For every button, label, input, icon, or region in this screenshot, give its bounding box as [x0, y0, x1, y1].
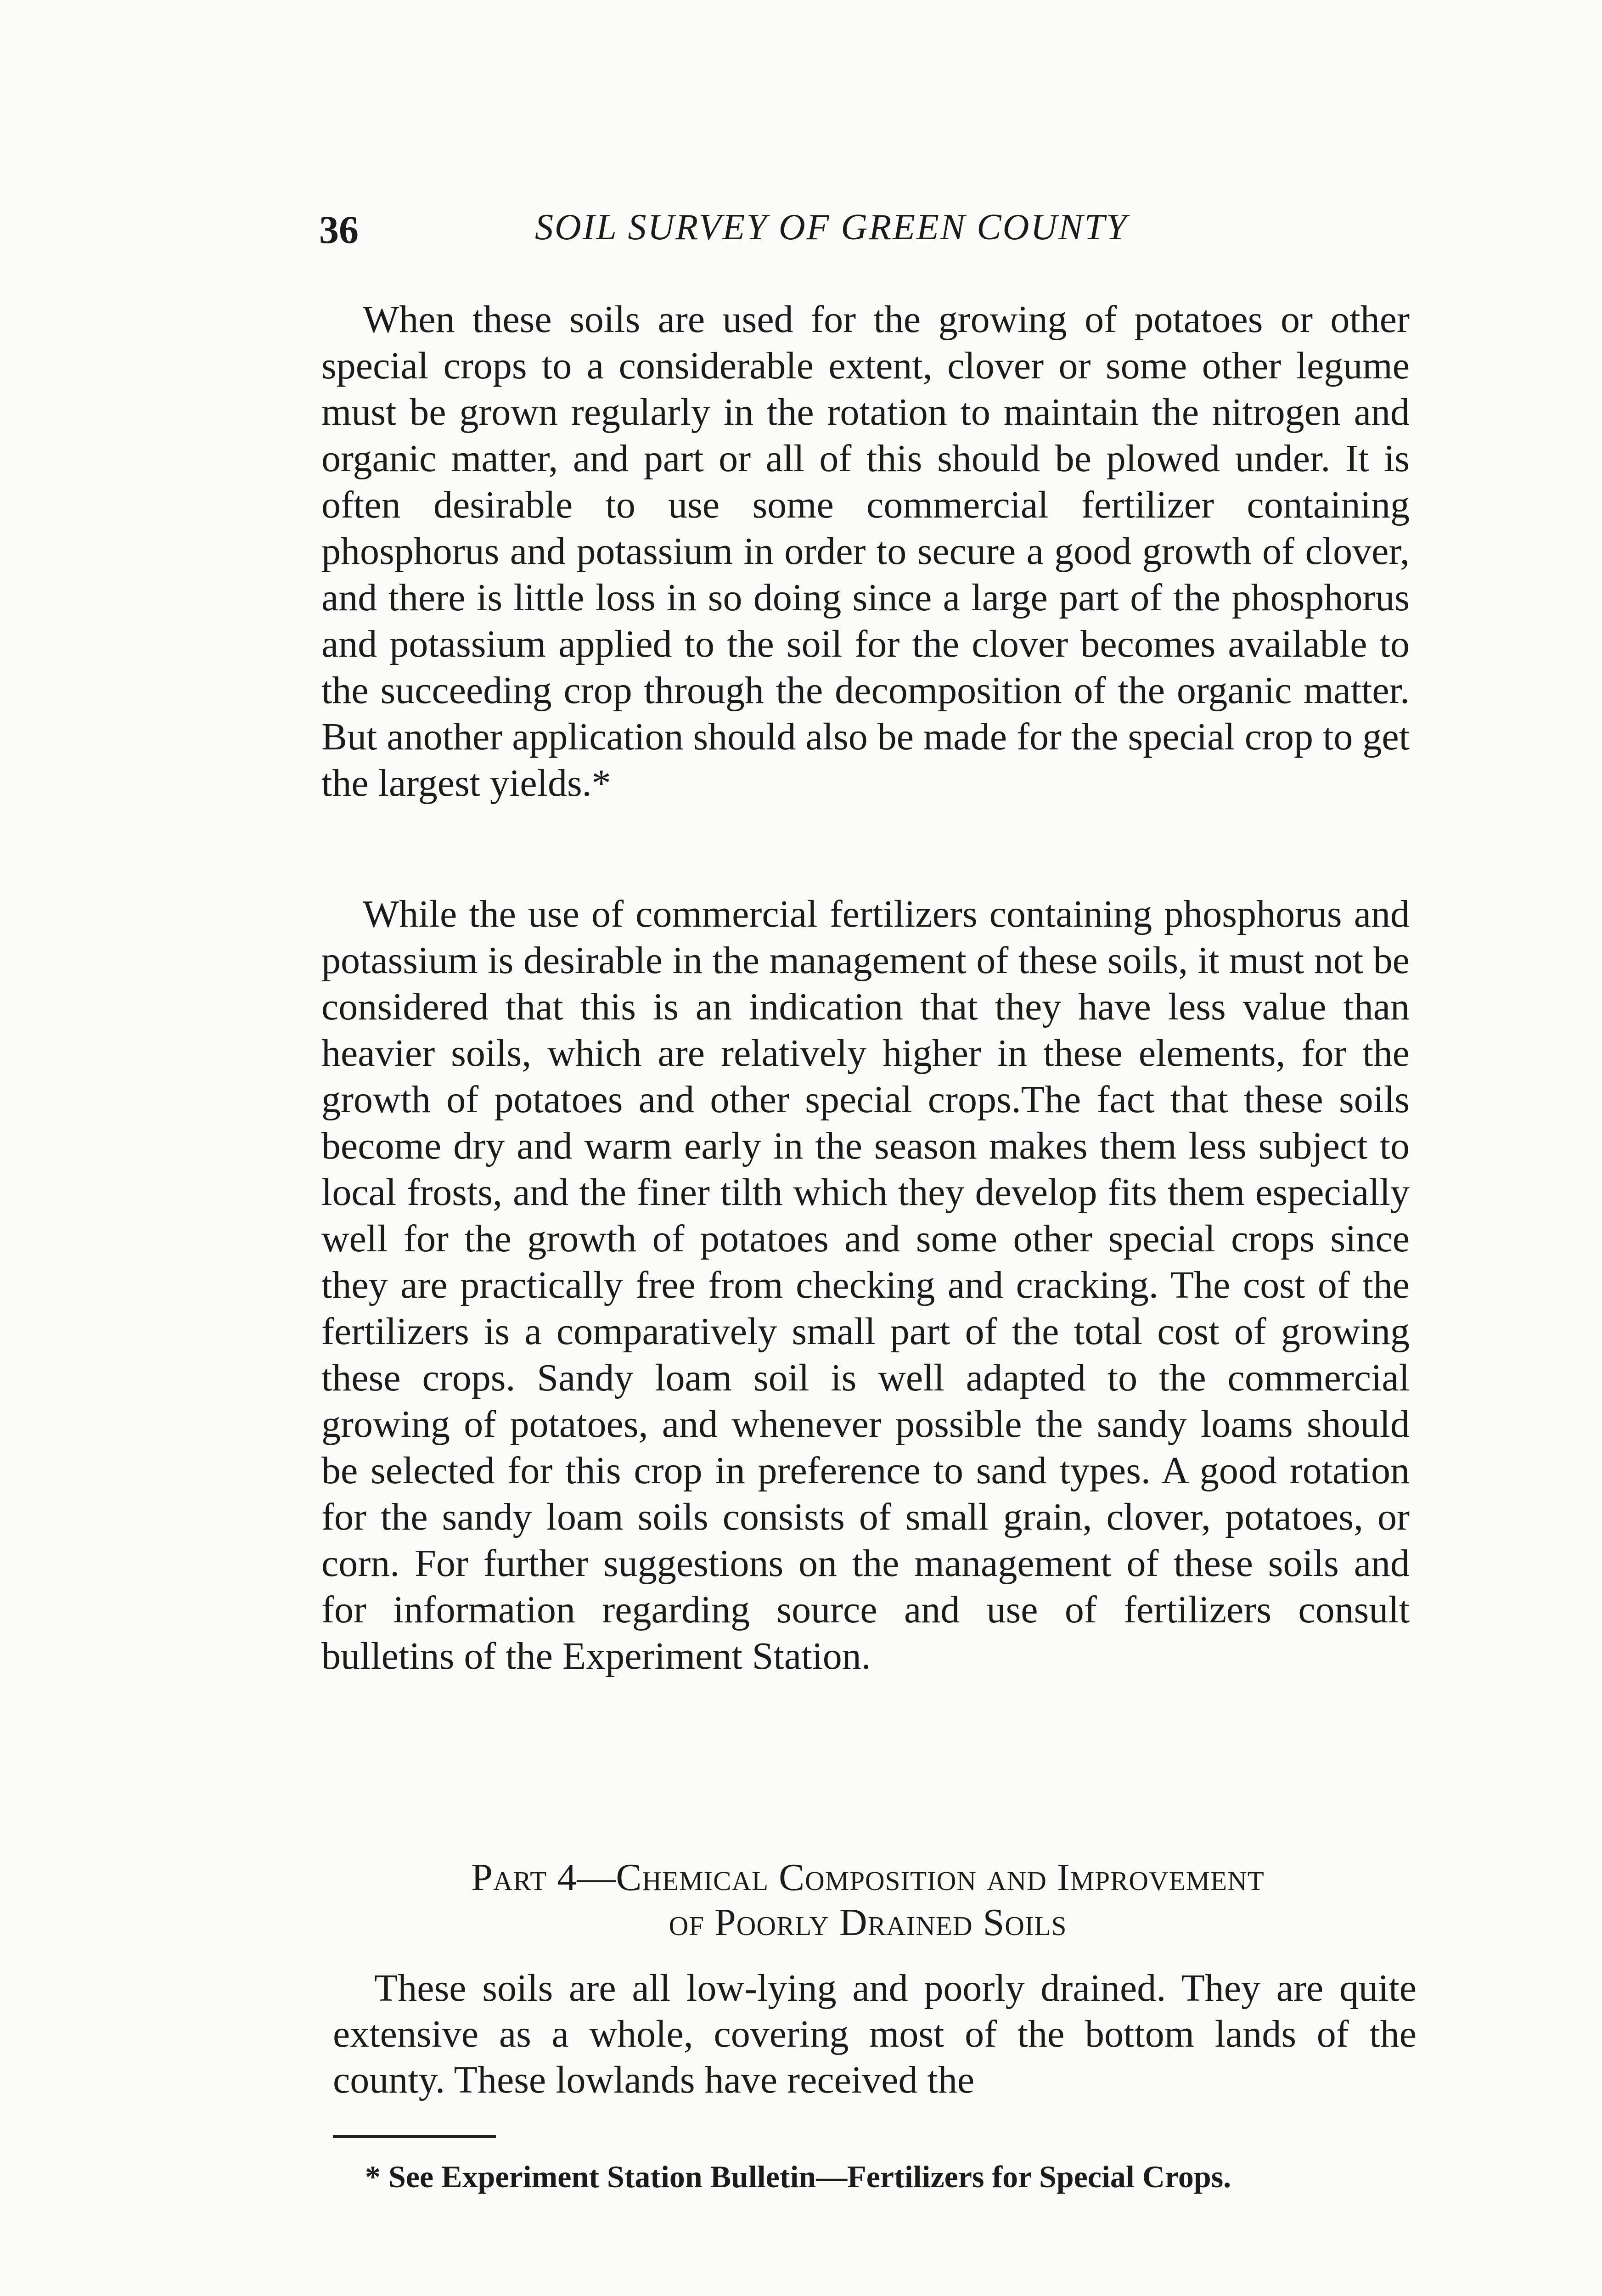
body-paragraph-1: When these soils are used for the growing of potatoes or other special crops to a considerable extent, clover or some other legume must be grown regularly in the rotation to maintain the nitrogen and organic matter, and part or all of this should be plowed under. It is often desirable to use some commercial fertilizer containing phosphorus and potassium in order to secure a good growth of clover, and there is little loss in so doing since a large part of the phosphorus and potassium applied to the soil for the clover becomes available to the succeeding crop through the decomposition of the organic matter. But another application should also be made for the special crop to get the largest yields.* — [321, 298, 1410, 805]
footnote-divider — [333, 2135, 496, 2138]
section-heading — [321, 1855, 1414, 1945]
body-paragraph-2: While the use of commercial fertilizers containing phosphorus and potassium is desirable in the management of these soils, it must not be considered that this is an indication that they have less value than heavier soils, which are relatively higher in these elements, for the growth of potatoes and other special crops.The fact that these soils become dry and warm early in the season makes them less subject to local frosts, and the finer tilth which they develop fits them especially well for the growth of potatoes and some other special crops since they are practically free from checking and cracking. The cost of the fertilizers is a comparatively small part of the total cost of growing these crops. Sandy loam soil is well adapted to the commercial growing of potatoes, and whenever possible the sandy loams should be selected for this crop in preference to sand types. A good rotation for the sandy loam soils consists of small grain, clover, potatoes, or corn. For further suggestions on the management of these soils and for information regarding source and use of fertilizers consult bulletins of the Experiment Station. — [321, 893, 1410, 1677]
body-paragraph-3: These soils are all low-lying and poorly drained. They are quite extensive as a whole, covering most of the bottom lands of the county. These lowlands have received the — [333, 1967, 1417, 2101]
section-heading-line-2: of Poorly Drained Soils — [669, 1901, 1067, 1944]
section-heading-line-1: Part 4—Chemical Composition and Improvement — [471, 1856, 1265, 1899]
running-title: SOIL SURVEY OF GREEN COUNTY — [535, 207, 1128, 248]
footnote: * See Experiment Station Bulletin—Fertilizers for Special Crops. — [365, 2159, 1231, 2194]
page-header — [319, 207, 1283, 266]
page-number: 36 — [319, 208, 359, 252]
